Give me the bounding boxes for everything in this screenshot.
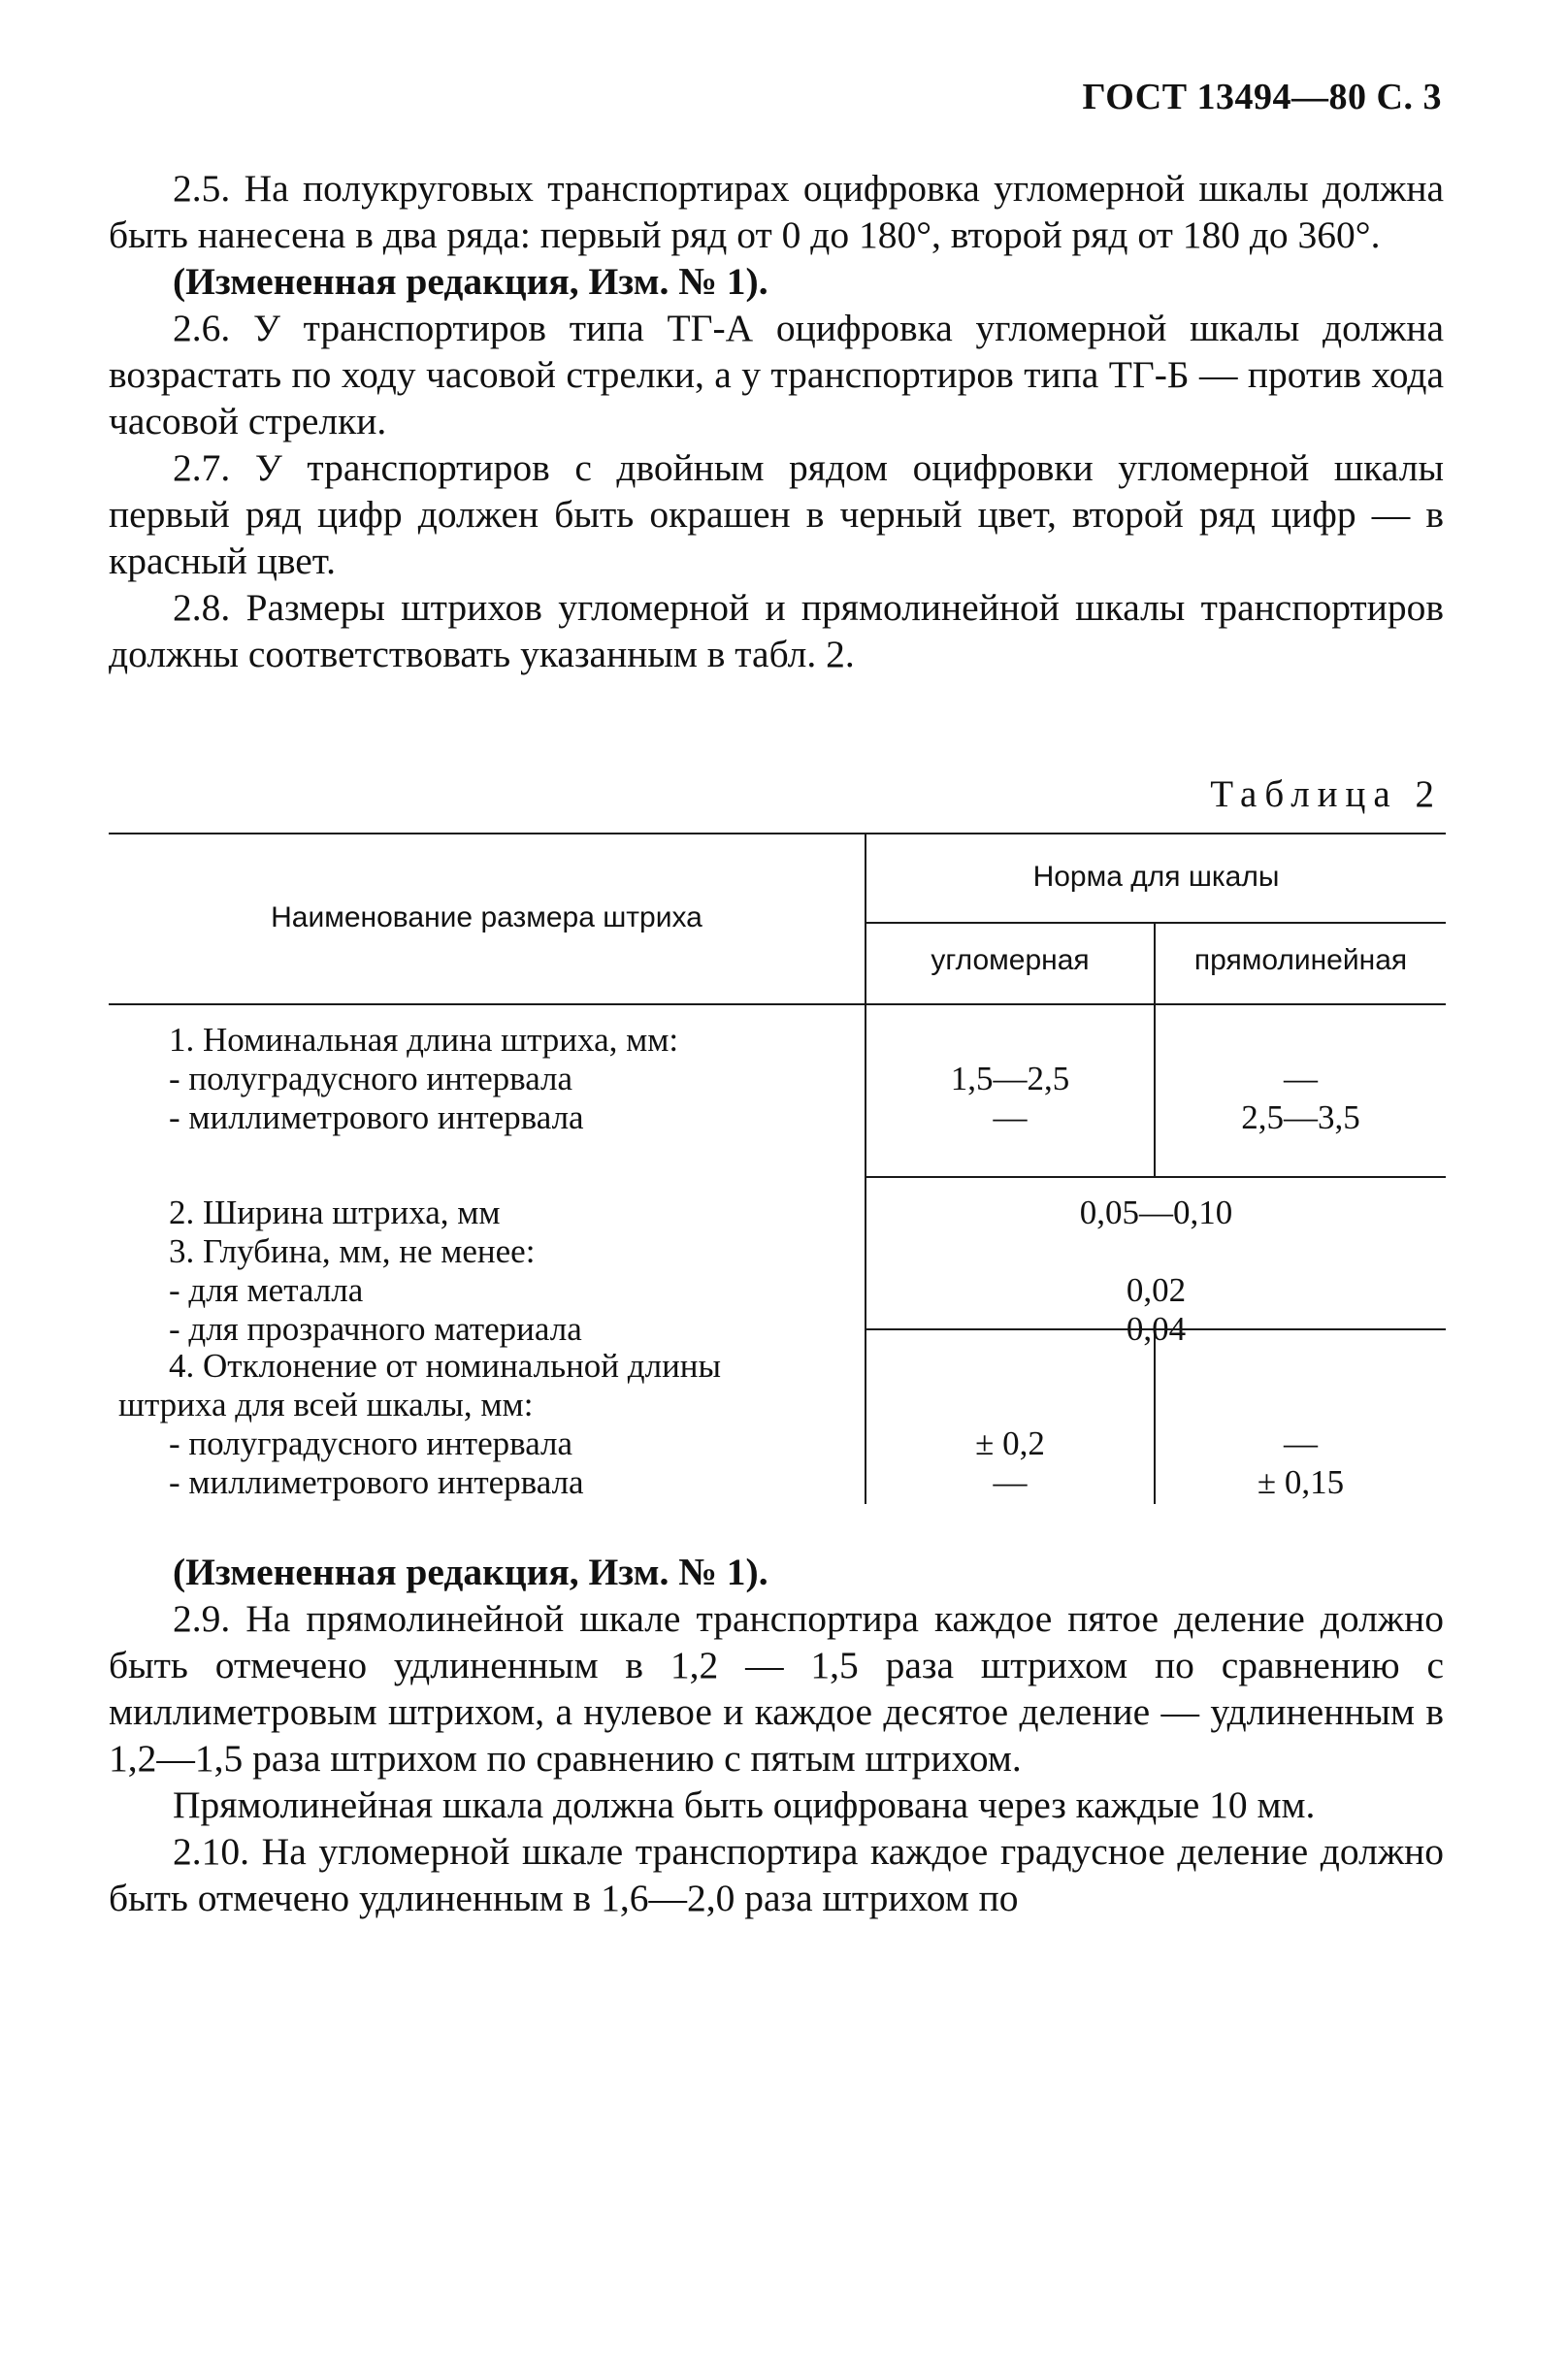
top-text-block <box>109 165 1444 677</box>
table-subheader-rule <box>866 922 1446 924</box>
bottom-text-block <box>109 1549 1444 1921</box>
row1-b-angular: — <box>993 1098 1028 1136</box>
header-norm-group: Норма для шкалы <box>1032 861 1280 893</box>
paragraph-2-10: 2.10. На угломерной шкале транспортира каждое градусное деление должно быть отмечено удлиненным в 1,6—2,0 раза штрихом по <box>109 1830 1444 1919</box>
table-row-rule-1 <box>866 1176 1446 1178</box>
row4-b-linear: ± 0,15 <box>1257 1463 1345 1501</box>
row1-b-linear: 2,5—3,5 <box>1241 1098 1360 1136</box>
table-header-bottom-rule <box>109 1003 1446 1005</box>
table-2 <box>109 833 1446 1504</box>
row2-title: 2. Ширина штриха, мм <box>169 1194 501 1231</box>
row1-a-linear: — <box>1284 1060 1318 1097</box>
amendment-note-2: (Измененная редакция, Изм. № 1). <box>173 1551 768 1593</box>
paragraph-2-8: 2.8. Размеры штрихов угломерной и прямолинейной шкалы транспортиров должны соответствовать указанным в табл. 2. <box>109 586 1444 675</box>
amendment-note: (Измененная редакция, Изм. № 1). <box>173 260 768 303</box>
header-name-column: Наименование размера штриха <box>271 901 702 933</box>
row1-sub-b: - миллиметрового интервала <box>169 1098 584 1136</box>
row1-title: 1. Номинальная длина штриха, мм: <box>169 1021 679 1059</box>
table-top-rule <box>109 833 1446 834</box>
paragraph-2-7: 2.7. У транспортиров с двойным рядом оцифровки угломерной шкалы первый ряд цифр должен быть окрашен в черный цвет, второй ряд цифр — в красный цвет. <box>109 446 1444 582</box>
row3-a-value: 0,02 <box>1126 1271 1187 1309</box>
running-header: ГОСТ 13494—80 С. 3 <box>1082 77 1442 117</box>
row4-title-line1: 4. Отклонение от номинальной длины <box>169 1347 722 1385</box>
paragraph-2-9: 2.9. На прямолинейной шкале транспортира каждое пятое деление должно быть отмечено удлиненным в 1,2 — 1,5 раза штрихом по сравнению с миллиметровым штрихом, а нулевое и каждое десятое деление — удлиненным в 1,2—1,5 раза штрихом по сравнению с пятым штрихом. <box>109 1597 1444 1780</box>
row3-sub-a: - для металла <box>169 1271 364 1309</box>
row1-a-angular: 1,5—2,5 <box>950 1060 1070 1097</box>
paragraph-2-5: 2.5. На полукруговых транспортирах оцифровка угломерной шкалы должна быть нанесена в два ряда: первый ряд от 0 до 180°, второй ряд от 180 до 360°. <box>109 167 1444 256</box>
table-col-divider-1 <box>865 833 866 1504</box>
row4-sub-a: - полуградусного интервала <box>169 1424 573 1462</box>
header-linear: прямолинейная <box>1193 944 1408 976</box>
row3-sub-b: - для прозрачного материала <box>169 1310 582 1348</box>
row4-sub-b: - миллиметрового интервала <box>169 1463 584 1501</box>
row4-title-line2: штриха для всей шкалы, мм: <box>118 1386 534 1423</box>
row4-b-angular: — <box>993 1463 1028 1501</box>
row2-value: 0,05—0,10 <box>1079 1194 1233 1231</box>
row4-a-linear: — <box>1284 1424 1318 1462</box>
paragraph-2-6: 2.6. У транспортиров типа ТГ-А оцифровка угломерной шкалы должна возрастать по ходу часовой стрелки, а у транспортиров типа ТГ-Б — против хода часовой стрелки. <box>109 307 1444 442</box>
header-angular: угломерная <box>931 944 1090 976</box>
row1-sub-a: - полуградусного интервала <box>169 1060 573 1097</box>
row4-a-angular: ± 0,2 <box>975 1424 1045 1462</box>
row3-b-value: 0,04 <box>1126 1310 1187 1348</box>
paragraph-2-9-linear-numbering: Прямолинейная шкала должна быть оцифрована через каждые 10 мм. <box>173 1783 1316 1826</box>
table-caption: Таблица 2 <box>1210 773 1442 815</box>
row3-title: 3. Глубина, мм, не менее: <box>169 1232 536 1270</box>
